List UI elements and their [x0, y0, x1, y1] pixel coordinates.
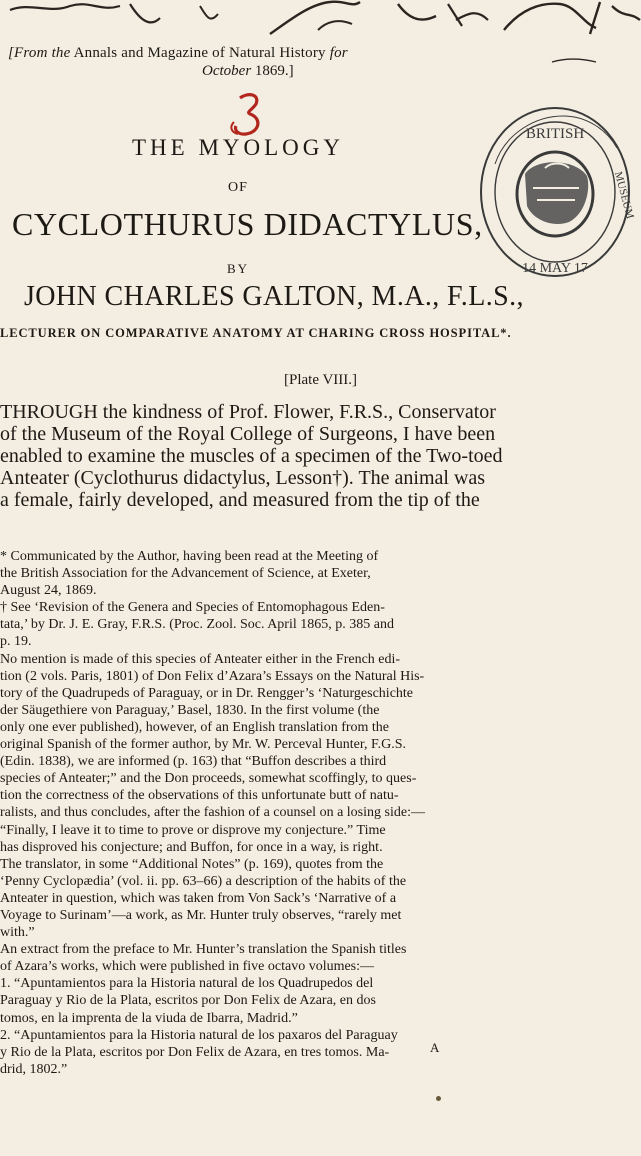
- footnote-line: Anteater in question, which was taken from Von Sack’s ‘Narrative of a: [0, 890, 397, 906]
- footnote-line: original Spanish of the former author, by Mr. W. Perceval Hunter, F.G.S.: [0, 737, 407, 753]
- source-citation: [8, 44, 348, 62]
- signature-mark: A: [430, 1040, 440, 1055]
- source-for: for: [329, 45, 348, 61]
- body-text: [0, 401, 631, 511]
- footnote-line: tata,’ by Dr. J. E. Gray, F.R.S. (Proc. Zool. Soc. April 1865, p. 385 and: [0, 617, 394, 633]
- footnote-line: species of Anteater;” and the Don proceeds, somewhat scoffingly, to ques-: [0, 771, 417, 787]
- handwritten-number-mark: [226, 92, 276, 140]
- footnote-line: 2. “Apuntamientos para la Historia natural de los paxaros del Paraguay: [0, 1027, 398, 1043]
- source-date-month: October: [202, 63, 252, 79]
- footnote-line: (Edin. 1838), we are informed (p. 163) that “Buffon describes a third: [0, 754, 387, 770]
- footnote-line: † See ‘Revision of the Genera and Species of Entomophagous Eden-: [0, 600, 385, 616]
- footnote-line: only one ever published), however, of an English translation from the: [0, 719, 390, 735]
- title-by: BY: [226, 261, 250, 276]
- footnotes: [0, 548, 631, 1078]
- footnote-line: y Rio de la Plata, escritos por Don Felix de Azara, en tres tomos. Ma-: [0, 1044, 390, 1060]
- body-line: Anteater (Cyclothurus didactylus, Lesson†). The animal was: [0, 467, 486, 489]
- body-line: THROUGH the kindness of Prof. Flower, F.R.S., Conservator: [0, 401, 496, 423]
- footnote-line: der Säugethiere von Paraguay,’ Basel, 1830. In the first volume (the: [0, 702, 380, 718]
- footnote-line: Voyage to Surinam’—a work, as Mr. Hunter truly observes, “rarely met: [0, 907, 402, 923]
- footnote-line: ralists, and thus concludes, after the fashion of a counsel on a losing side:—: [0, 805, 425, 821]
- footnote-line: tion the correctness of the observations of this unfortunate butt of natu-: [0, 788, 399, 804]
- footnote-line: Paraguay y Rio de la Plata, escritos por Don Felix de Azara, en dos: [0, 993, 376, 1009]
- body-line: enabled to examine the muscles of a specimen of the Two-toed: [0, 445, 503, 467]
- stamp-side-text: MUSEUM: [611, 170, 636, 221]
- plate-reference: [Plate VIII.]: [283, 372, 358, 388]
- footnote-line: “Finally, I leave it to time to prove or disprove my conjecture.” Time: [0, 822, 386, 838]
- footnote-line: the British Association for the Advancement of Science, at Exeter,: [0, 566, 371, 582]
- stamp-bottom-text: 14 MAY 17: [522, 261, 588, 276]
- library-stamp-icon: [475, 104, 641, 294]
- affiliation-line: LECTURER ON COMPARATIVE ANATOMY AT CHARING CROSS HOSPITAL*.: [0, 326, 512, 340]
- footnote-line: No mention is made of this species of Anteater either in the French edi-: [0, 651, 401, 667]
- footnote-line: tory of the Quadrupeds of Paraguay, or in Dr. Rengger’s ‘Naturgeschichte: [0, 685, 414, 701]
- footnote-line: tomos, en la imprenta de la viuda de Ibarra, Madrid.”: [0, 1010, 298, 1026]
- body-line: a female, fairly developed, and measured from the tip of the: [0, 489, 480, 511]
- footnote-line: * Communicated by the Author, having been read at the Meeting of: [0, 549, 379, 564]
- footnote-line: with.”: [0, 925, 35, 941]
- ink-dot: [436, 1096, 441, 1101]
- source-date: [202, 62, 294, 80]
- footnote-line: of Azara’s works, which were published in five octavo volumes:—: [0, 959, 375, 975]
- footnote-line: An extract from the preface to Mr. Hunter’s translation the Spanish titles: [0, 942, 407, 958]
- footnote-line: p. 19.: [0, 634, 32, 650]
- stamp-top-text: BRITISH: [525, 126, 585, 142]
- footnote-line: ‘Penny Cyclopædia’ (vol. ii. pp. 63–66) a description of the habits of the: [0, 873, 407, 889]
- footnote-line: 1. “Apuntamientos para la Historia natural de los Quadrupedos del: [0, 976, 374, 992]
- title-main: CYCLOTHURUS DIDACTYLUS,: [12, 206, 483, 242]
- footnote-line: drid, 1802.”: [0, 1061, 68, 1077]
- source-date-year: 1869.]: [254, 63, 294, 79]
- footnote-line: tion (2 vols. Paris, 1801) of Don Felix d’Azara’s Essays on the Natural His-: [0, 668, 425, 684]
- footnote-line: has disproved his conjecture; and Buffon, for once in a way, is right.: [0, 839, 383, 855]
- source-from: [From the: [8, 45, 71, 61]
- body-line: of the Museum of the Royal College of Surgeons, I have been: [0, 423, 496, 445]
- title-of: OF: [228, 180, 248, 195]
- footnote-line: The translator, in some “Additional Notes” (p. 169), quotes from the: [0, 856, 384, 872]
- title-the-myology: THE MYOLOGY: [131, 135, 344, 160]
- author-line: JOHN CHARLES GALTON, M.A., F.L.S.,: [24, 281, 524, 312]
- footnote-line: August 24, 1869.: [0, 583, 97, 599]
- source-journal: Annals and Magazine of Natural History: [73, 45, 326, 61]
